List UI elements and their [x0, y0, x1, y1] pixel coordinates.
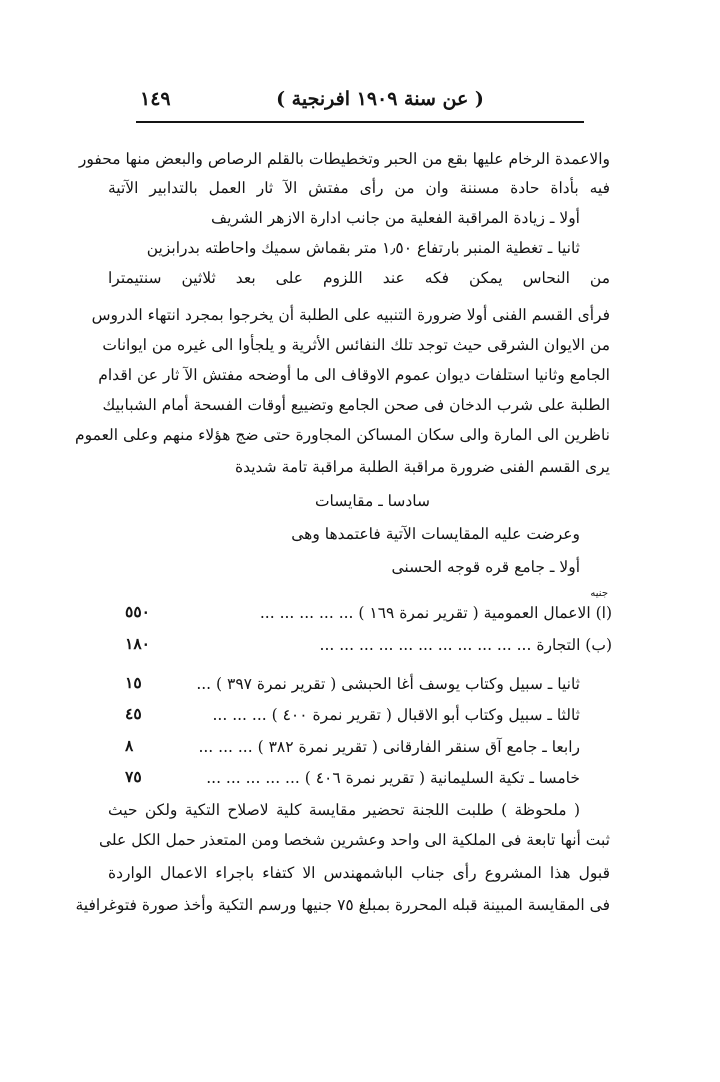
item-amount: ٧٥: [125, 767, 142, 786]
item-amount: ١٥: [125, 673, 142, 692]
note-line: ( ملحوظة ) طلبت اللجنة تحضير مقايسة كلية لاصلاح التكية ولكن حيث: [108, 801, 580, 819]
body-line: فرأى القسم الفنى أولا ضرورة التنبيه على الطلبة أن يخرجوا بمجرد انتهاء الدروس: [91, 306, 610, 324]
item-label: (ب) التجارة ... ... ... ... ... ... ... ... ... ... ...: [319, 636, 612, 654]
page-number: ١٤٩: [140, 88, 171, 110]
note-line: قبول هذا المشروع رأى جناب الباشمهندس الا كتفاء باجراء الاعمال الواردة: [108, 864, 610, 882]
body-line: يرى القسم الفنى ضرورة مراقبة الطلبة مراقبة تامة شديدة: [234, 458, 610, 476]
page-header: [140, 84, 580, 118]
body-line: من النحاس يمكن فكه عند اللزوم على بعد ثلاثين سنتيمترا: [108, 269, 610, 287]
body-line: من الايوان الشرقى حيث توجد تلك النفائس الأثرية و يلجأوا الى غيره من ايوانات: [102, 336, 610, 354]
body-line: ثانيا ـ تغطية المنبر بارتفاع ١٫٥٠ متر بقماش سميك واحاطته بدرابزين: [146, 239, 580, 257]
item-label: (ا) الاعمال العمومية ( تقرير نمرة ١٦٩ ) ... ... ... ... ...: [259, 604, 612, 622]
currency-label: جنيه: [590, 588, 608, 599]
running-title: ( عن سنة ١٩٠٩ افرنجية ): [276, 88, 484, 110]
body-line: والاعمدة الرخام عليها بقع من الحبر وتخطيطات بالقلم الرصاص والبعض منها محفور: [78, 150, 610, 168]
body-line: الجامع وثانيا استلفات ديوان عموم الاوقاف الى ما أوضحه مفتش الآ ثار عن اقدام: [98, 366, 610, 384]
item-amount: ٥٥٠: [125, 602, 150, 621]
item-label: خامسا ـ تكية السليمانية ( تقرير نمرة ٤٠٦ ) ... ... ... ... ...: [206, 769, 580, 787]
body-line: فيه بأداة حادة مسننة وان من رأى مفتش الآ ثار العمل بالتدابير الآتية: [108, 179, 610, 197]
body-line: ناظرين الى المارة والى سكان المساكن المجاورة حتى ضج هؤلاء منهم وعلى العموم: [75, 426, 610, 444]
header-rule: [136, 121, 584, 123]
body-line: أولا ـ زيادة المراقبة الفعلية من جانب ادارة الازهر الشريف: [211, 209, 580, 227]
item-amount: ٤٥: [125, 704, 142, 723]
item-amount: ٨: [125, 736, 134, 755]
body-line: الطلبة على شرب الدخان فى صحن الجامع وتضييع أوقات الفسحة أمام الشبابيك: [102, 396, 610, 414]
item-label: ثانيا ـ سبيل وكتاب يوسف أغا الحبشى ( تقرير نمرة ٣٩٧ ) ...: [196, 675, 580, 693]
item-label: ثالثا ـ سبيل وكتاب أبو الاقبال ( تقرير نمرة ٤٠٠ ) ... ... ...: [212, 706, 580, 724]
body-line: أولا ـ جامع قره قوجه الحسنى: [391, 558, 580, 576]
item-amount: ١٨٠: [125, 634, 150, 653]
note-line: ثبت أنها تابعة فى الملكية الى واحد وعشرين شخصا ومن المتعذر حمل الكل على: [99, 831, 610, 849]
item-label: رابعا ـ جامع آق سنقر الفارقانى ( تقرير نمرة ٣٨٢ ) ... ... ...: [198, 738, 580, 756]
section-heading: سادسا ـ مقايسات: [314, 492, 430, 510]
note-line: فى المقايسة المبينة قبله المحررة بمبلغ ٧٥ جنيها ورسم التكية وأخذ صورة فتوغرافية: [75, 896, 610, 914]
body-line: وعرضت عليه المقايسات الآتية فاعتمدها وهى: [291, 525, 580, 543]
